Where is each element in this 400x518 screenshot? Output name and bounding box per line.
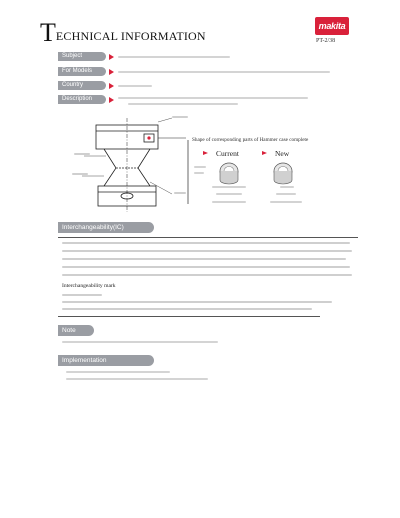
implementation-header: Implementation xyxy=(58,355,154,366)
for-models-label: For Models xyxy=(58,67,106,76)
current-label: Current xyxy=(216,149,239,158)
interchangeability-mark: Interchangeability mark xyxy=(62,283,116,289)
new-label: New xyxy=(275,149,290,158)
title-text: ECHNICAL INFORMATION xyxy=(55,29,206,43)
figure-caption: Shape of corresponding parts of Hammer case complete xyxy=(192,137,309,143)
implementation-line-1 xyxy=(66,371,170,373)
interchangeability-bottom-rule xyxy=(58,316,320,317)
title-initial: T xyxy=(40,18,56,47)
note-text xyxy=(62,341,218,343)
subject-label: Subject xyxy=(58,52,106,61)
note-header: Note xyxy=(58,325,94,336)
description-label: Description xyxy=(58,95,106,104)
logo-wordmark: makita xyxy=(318,21,346,31)
implementation-line-2 xyxy=(66,378,208,380)
country-label: Country xyxy=(58,81,106,90)
document-number: PT-2/38 xyxy=(316,38,336,44)
interchangeability-header: Interchangeability(IC) xyxy=(58,222,154,233)
